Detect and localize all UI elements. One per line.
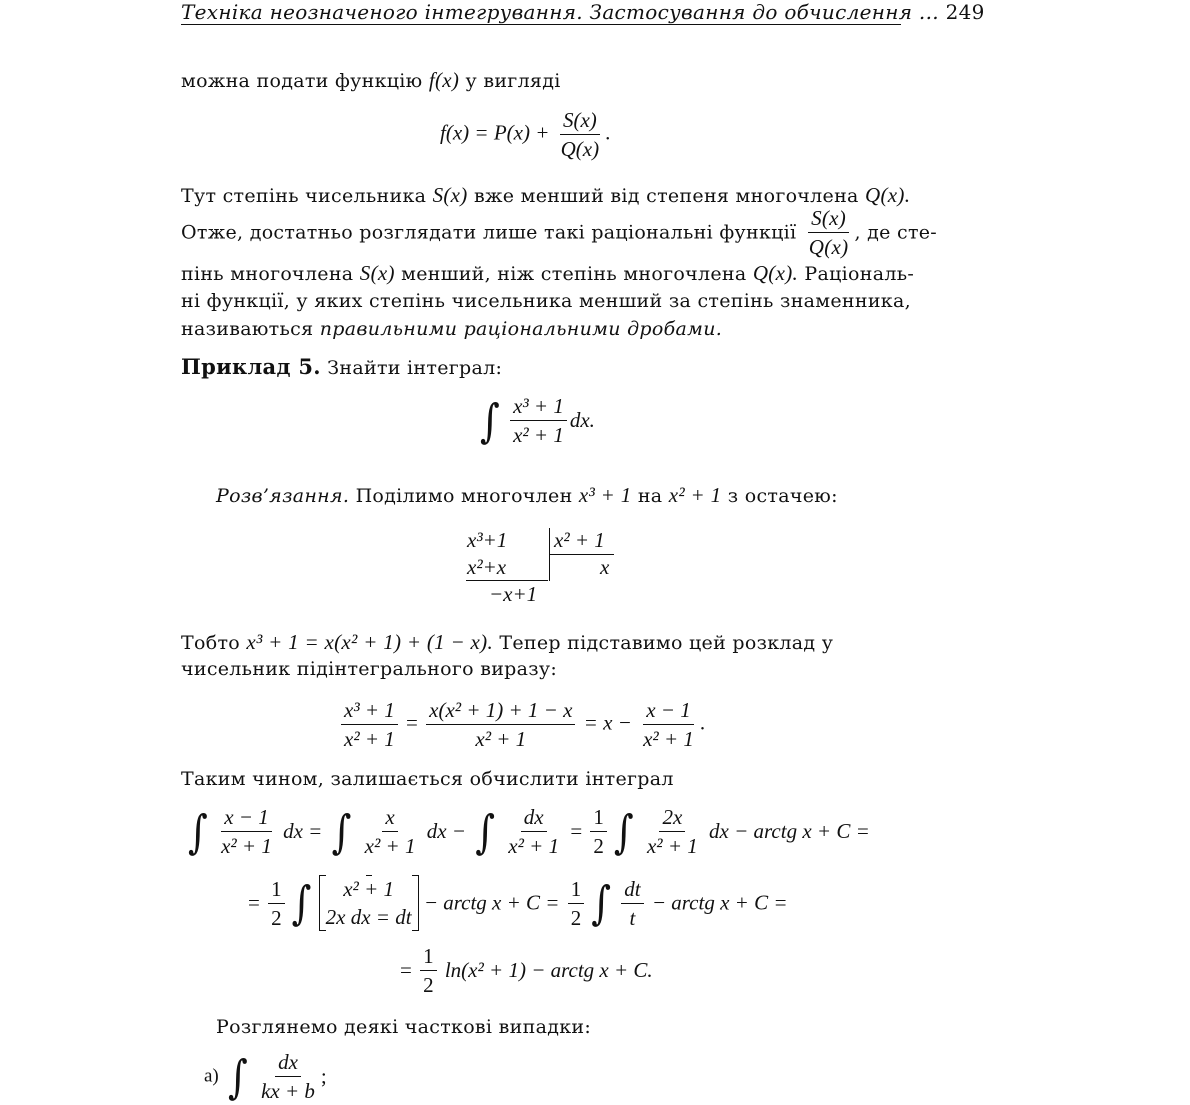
eq3f1d: x² + 1 [344, 727, 395, 751]
case-a-label: а) [204, 1065, 219, 1087]
para-5 [216, 1013, 591, 1041]
eq4f3n: dx [521, 805, 547, 832]
eq4-frac-4 [644, 805, 701, 858]
p5text: Розглянемо деякі часткові випадки: [216, 1016, 592, 1038]
eq4f4n: 2x [659, 805, 685, 832]
eq4-frac-3 [505, 805, 562, 858]
div-underline-1 [466, 580, 548, 581]
eq2tail: dx. [569, 408, 595, 432]
eq4f1d: x² + 1 [221, 834, 272, 858]
p2l3a: пінь многочлена [181, 263, 354, 285]
eq4-int-3: ∫ [475, 805, 496, 858]
running-title-text: Техніка неозначеного інтегрування. Застосування до обчислення ... [181, 0, 939, 24]
eq5-frac-dt [621, 877, 643, 930]
eq2-fraction [510, 394, 567, 447]
para-1 [181, 66, 561, 95]
equation-2 [476, 394, 595, 447]
eq4f1n: x − 1 [221, 805, 272, 832]
example-heading [181, 353, 502, 382]
eq1-lhs: f(x) = P(x) + [440, 120, 550, 145]
eq6tail: ln(x² + 1) − arctg x + C. [444, 958, 653, 982]
eq6hn: 1 [420, 944, 437, 971]
div-remainder: −x+1 [489, 582, 538, 606]
eq1-end: . [605, 120, 611, 145]
eq5h2n: 1 [568, 877, 585, 904]
div-quotient: x [600, 555, 610, 579]
eq1-den: Q(x) [560, 137, 600, 161]
p2l3c: Раціональ- [804, 263, 915, 285]
eq4-int-2: ∫ [331, 805, 352, 858]
case-a [204, 1050, 327, 1103]
sol-a: Поділимо многочлен [355, 485, 573, 507]
eq4-int-4: ∫ [613, 805, 634, 858]
p2l1q: Q(x). [865, 183, 911, 207]
eq4f4d: x² + 1 [646, 834, 698, 858]
eq5tail: − arctg x + C = [651, 890, 788, 915]
eq4dx1: dx = [283, 819, 323, 843]
case-a-num: dx [275, 1050, 301, 1077]
eq5-half-2 [568, 877, 585, 930]
page-number: 249 [945, 0, 985, 24]
sol-p1: x³ + 1 [578, 483, 632, 507]
eq5hd: 2 [271, 905, 282, 930]
eq4hd: 2 [593, 834, 604, 858]
eq1-fraction [558, 108, 602, 161]
p2l1s: S(x) [432, 183, 468, 207]
div-divisor: x² + 1 [554, 528, 605, 552]
p2l2num: S(x) [808, 206, 849, 233]
eq3f3n: x − 1 [643, 698, 694, 725]
eq5-int-2: ∫ [591, 876, 612, 930]
eq4tail: dx − arctg x + C = [709, 819, 870, 843]
header-rule [181, 24, 901, 25]
p2l5em: правильними раціональними дробами. [319, 318, 723, 340]
solution-line [216, 481, 838, 510]
eq5fn: dt [621, 877, 643, 904]
eq3eq: = [406, 710, 418, 735]
equation-4 [184, 805, 870, 858]
eq4-int-1: ∫ [188, 805, 208, 858]
eq5hn: 1 [268, 877, 285, 904]
eq3f1n: x³ + 1 [341, 698, 398, 725]
div-subtract: x²+x [467, 555, 507, 579]
p3l1b: Тепер підставимо цей розклад у [499, 632, 834, 654]
solution-label: Розв’язання. [216, 485, 350, 507]
eq5-int-1: ∫ [291, 876, 312, 930]
integral-sign: ∫ [480, 394, 500, 447]
eq3-frac-3 [640, 698, 697, 751]
eq1-num: S(x) [560, 108, 600, 135]
p2l3s: S(x) [359, 261, 395, 285]
p2l5a: називаються [181, 318, 314, 340]
eq4eq: = [570, 819, 583, 843]
equation-5 [248, 875, 788, 931]
eq5h2d: 2 [570, 905, 582, 930]
eq2num: x³ + 1 [510, 394, 567, 421]
sol-p2: x² + 1 [668, 483, 722, 507]
equation-6 [400, 944, 653, 997]
case-a-frac [258, 1050, 318, 1103]
eq3-frac-2 [426, 698, 575, 751]
eq2den: x² + 1 [513, 423, 564, 447]
p2l1b: вже менший від степеня многочлена [473, 185, 859, 207]
eq3mid: = x − [583, 710, 632, 735]
eq5brbot: 2x dx = dt [325, 905, 412, 929]
eq3end: . [699, 710, 706, 735]
p2l2a: Отже, достатньо розглядати лише такі раціональні функції [181, 221, 797, 244]
eq5fd: t [629, 905, 636, 930]
para-1-tail: у вигляді [465, 70, 561, 92]
eq6hd: 2 [423, 973, 434, 997]
eq4dx2: dx − [426, 819, 466, 843]
example-label: Приклад 5. [181, 354, 321, 379]
p2l2den: Q(x) [808, 235, 849, 259]
para-2-line-3 [181, 259, 914, 288]
p2l3q: Q(x). [752, 261, 799, 285]
eq4-frac-1 [218, 805, 275, 858]
para-3-line-2 [181, 655, 557, 683]
p2l2-fraction [806, 206, 852, 259]
eq5lead: = [248, 890, 260, 915]
para-4 [181, 765, 674, 793]
equation-3 [338, 698, 705, 751]
p2l1a: Тут степінь чисельника [181, 185, 427, 207]
case-a-end: ; [320, 1064, 327, 1088]
p3l1a: Тобто [181, 632, 241, 654]
eq6lead: = [400, 958, 412, 982]
eq3-frac-1 [341, 698, 398, 751]
eq4-frac-2 [362, 805, 419, 858]
case-a-den: kx + b [261, 1079, 315, 1103]
para-3-line-1 [181, 628, 833, 657]
eq3f3d: x² + 1 [643, 727, 694, 751]
para-1-text: можна подати функцію [181, 70, 423, 92]
para-2-line-5 [181, 315, 722, 343]
para-2-line-2 [181, 206, 937, 259]
running-title [181, 0, 985, 26]
substitution-bracket [319, 875, 419, 931]
p2l4: ні функції, у яких степінь чисельника менший за степінь знаменника, [181, 290, 911, 312]
div-dividend: x³+1 [467, 528, 508, 552]
case-a-int: ∫ [228, 1050, 248, 1103]
eq5brtop: x² + 1 [343, 877, 394, 901]
eq3f2d: x² + 1 [475, 727, 527, 751]
eq4f2n: x [382, 805, 397, 832]
eq4hn: 1 [590, 805, 607, 832]
eq4f2d: x² + 1 [364, 834, 416, 858]
eq5-half [268, 877, 285, 930]
para-1-fx: f(x) [428, 68, 460, 92]
sol-b: на [637, 485, 663, 507]
example-text: Знайти інтеграл: [327, 357, 503, 379]
sol-c: з остачею: [727, 485, 838, 507]
eq4-half [590, 805, 607, 858]
p2l3b: менший, ніж степінь многочлена [401, 263, 747, 285]
eq6-half [420, 944, 437, 997]
eq4f3d: x² + 1 [508, 834, 560, 858]
p2l2b: , де сте- [854, 221, 938, 244]
p3l1eq: x³ + 1 = x(x² + 1) + (1 − x). [246, 630, 494, 654]
para-2-line-4 [181, 287, 911, 315]
p4text: Таким чином, залишається обчислити інтеграл [181, 768, 674, 790]
eq3f2n: x(x² + 1) + 1 − x [426, 698, 575, 725]
p3l2: чисельник підінтегрального виразу: [181, 658, 558, 680]
eq5mid: − arctg x + C = [423, 890, 560, 915]
equation-1 [440, 108, 610, 161]
